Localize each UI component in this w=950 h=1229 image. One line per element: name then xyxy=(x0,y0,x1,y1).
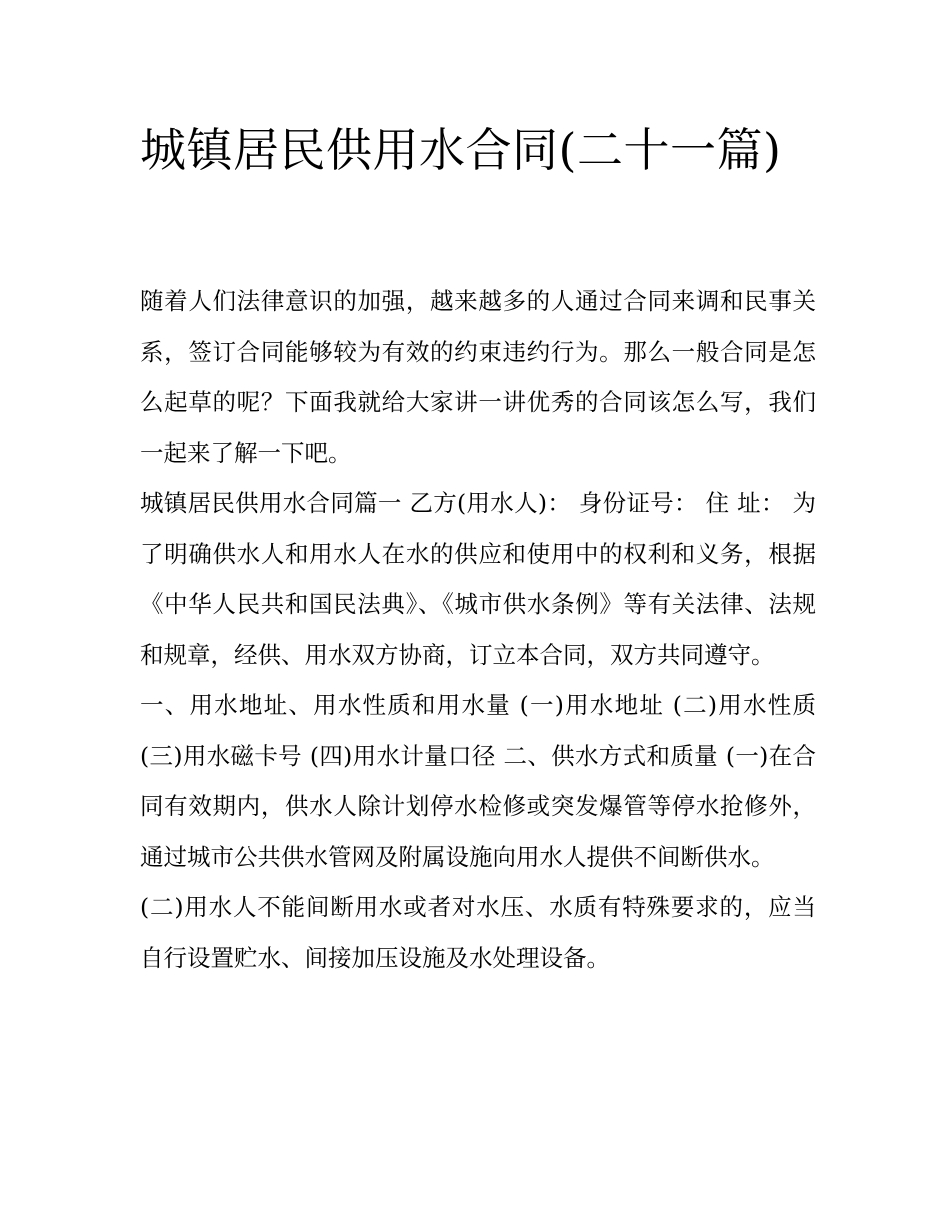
document-body xyxy=(140,276,816,983)
paragraph-contract-one: 城镇居民供用水合同篇一 乙方(用水人)： 身份证号： 住 址： 为了明确供水人和用水人在水的供应和使用中的权利和义务，根据《中华人民共和国民法典》、《城市供水条例》等有关法律、法规和规章，经供、用水双方协商，订立本合同，双方共同遵守。 xyxy=(140,489,816,669)
paragraph-water-supply-terms: 一、用水地址、用水性质和用水量 (一)用水地址 (二)用水性质 (三)用水磁卡号 (四)用水计量口径 二、供水方式和质量 (一)在合同有效期内，供水人除计划停水检修或突发爆管等停水抢修外，通过城市公共供水管网及附属设施向用水人提供不间断供水。 xyxy=(140,691,816,871)
paragraph-special-requirements: (二)用水人不能间断用水或者对水压、水质有特殊要求的，应当自行设置贮水、间接加压设施及水处理设备。 xyxy=(140,893,816,972)
paragraph-intro: 随着人们法律意识的加强，越来越多的人通过合同来调和民事关系，签订合同能够较为有效的约束违约行为。那么一般合同是怎么起草的呢？下面我就给大家讲一讲优秀的合同该怎么写，我们一起来了解一下吧。 xyxy=(140,287,816,467)
document-title: 城镇居民供用水合同(二十一篇) xyxy=(140,123,782,177)
